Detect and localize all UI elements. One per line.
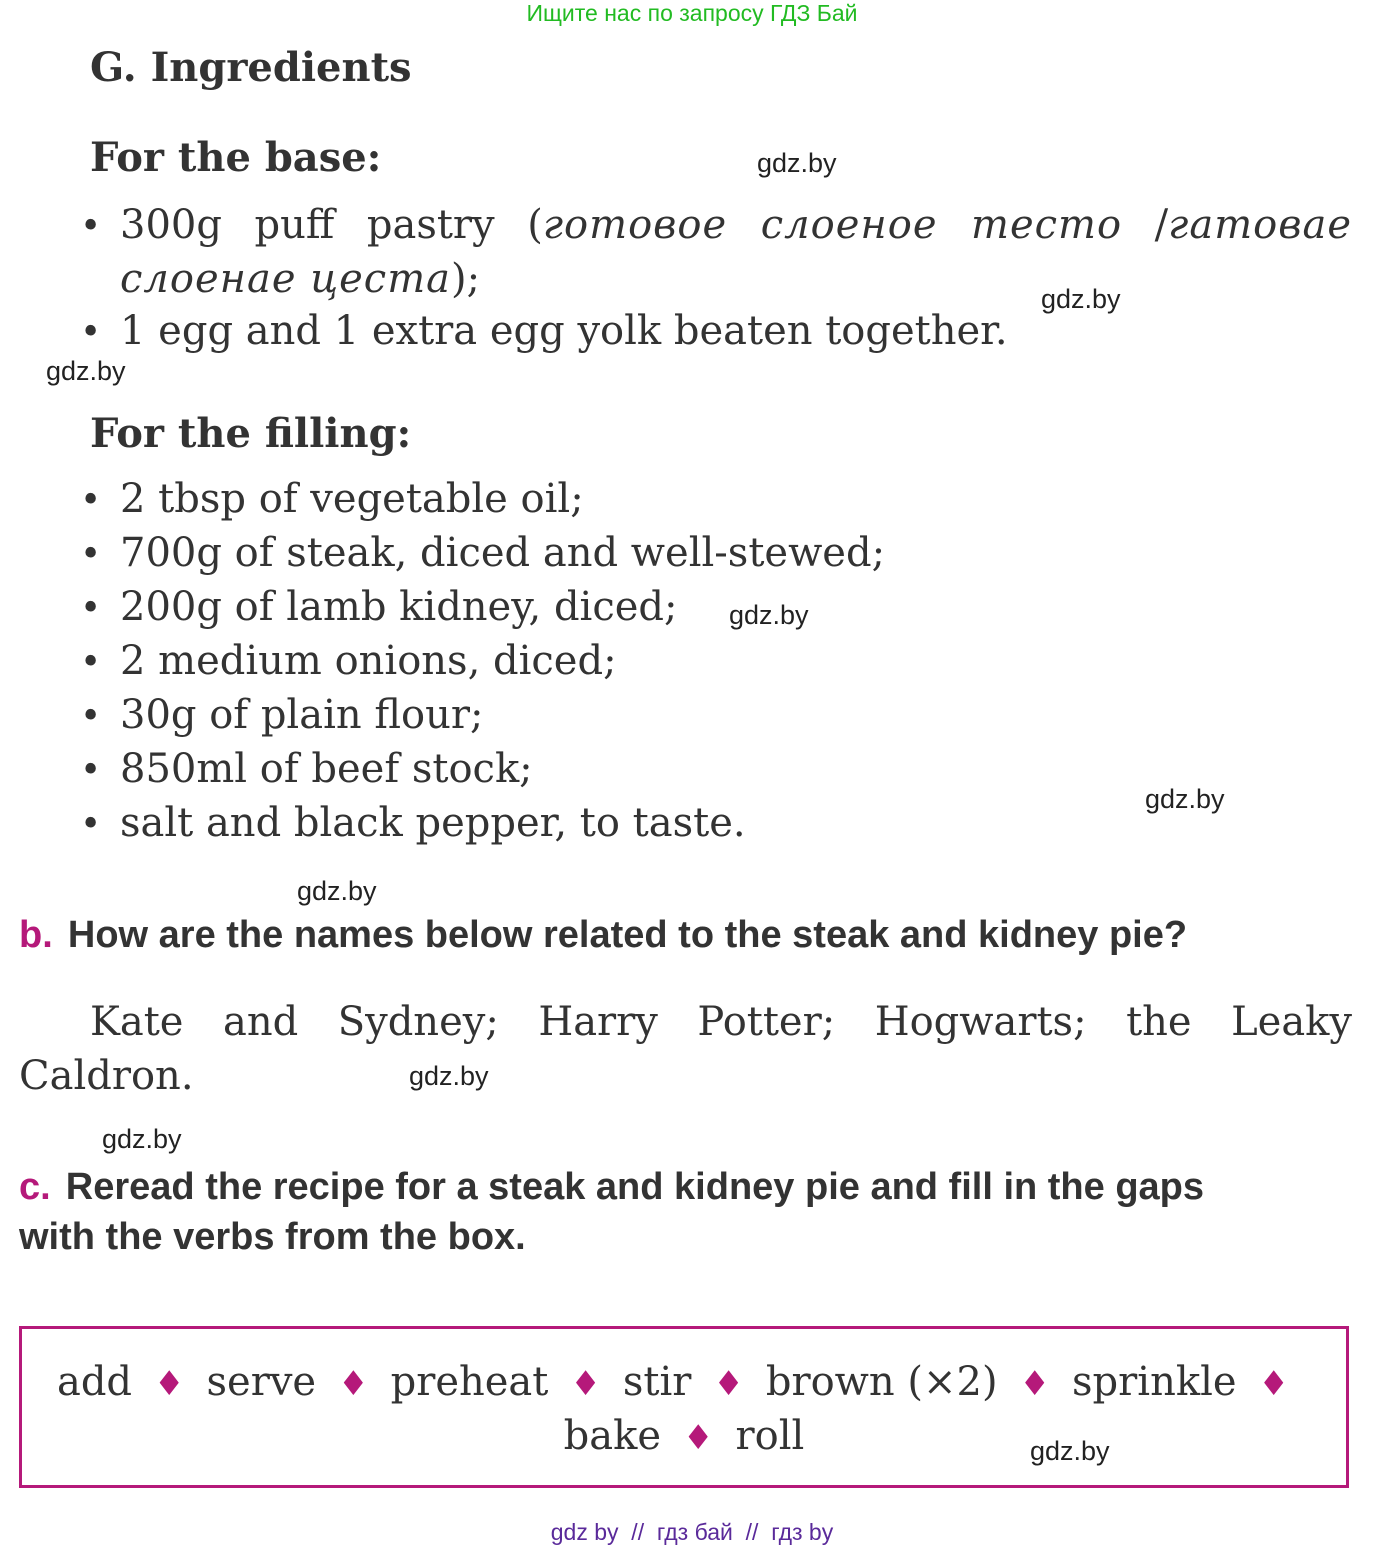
question-c-line-2: with the verbs from the box.: [19, 1216, 526, 1258]
word-serve: serve: [206, 1359, 317, 1405]
word-bake: bake: [563, 1413, 662, 1459]
word-brown: brown (×2): [765, 1359, 998, 1405]
watermark: gdz.by: [409, 1061, 489, 1091]
word-box-row-1: [22, 1359, 1346, 1405]
bullet-icon: •: [80, 588, 102, 629]
word-stir: stir: [622, 1359, 692, 1405]
filling-item: 2 medium onions, diced;: [120, 638, 617, 684]
watermark: gdz.by: [729, 600, 809, 630]
question-c: [19, 1166, 1204, 1209]
bullet-icon: •: [80, 750, 102, 791]
bullet-icon: •: [80, 480, 102, 521]
word-add: add: [56, 1359, 133, 1405]
word-roll: roll: [735, 1413, 805, 1459]
filling-item: 30g of plain flour;: [120, 692, 484, 738]
question-b-text: How are the names below related to the steak and kidney pie?: [67, 914, 1188, 956]
base-item-1-line-2: слоенае цеста);: [120, 256, 481, 302]
question-b-answer-line-2: Caldron.: [19, 1053, 194, 1099]
bullet-icon: •: [80, 804, 102, 845]
diamond-icon: ♦: [683, 1418, 714, 1458]
filling-item: 700g of steak, diced and well-stewed;: [120, 530, 886, 576]
section-title: G. Ingredients: [90, 44, 412, 91]
bullet-icon: •: [80, 534, 102, 575]
watermark: gdz.by: [1145, 784, 1225, 814]
diamond-icon: ♦: [570, 1364, 601, 1404]
diamond-icon: ♦: [713, 1364, 744, 1404]
question-c-line-1: Reread the recipe for a steak and kidney pie and fill in the gaps: [65, 1166, 1205, 1208]
bullet-icon: •: [80, 312, 102, 353]
word-box-row-2: [22, 1413, 1346, 1459]
diamond-icon: ♦: [1019, 1364, 1051, 1404]
top-banner[interactable]: Ищите нас по запросу ГДЗ Бай: [526, 0, 858, 26]
diamond-icon: ♦: [338, 1364, 369, 1404]
watermark: gdz.by: [1041, 284, 1121, 314]
word-preheat: preheat: [390, 1359, 549, 1405]
question-b-answer-line-1: Kate and Sydney; Harry Potter; Hogwarts; the Leaky: [90, 999, 1352, 1045]
watermark: gdz.by: [46, 356, 126, 386]
word-sprinkle: sprinkle: [1072, 1359, 1237, 1405]
filling-item: 850ml of beef stock;: [120, 746, 533, 792]
filling-item: salt and black pepper, to taste.: [120, 800, 746, 846]
base-item-2: 1 egg and 1 extra egg yolk beaten together.: [120, 308, 1008, 354]
watermark: gdz.by: [297, 876, 377, 906]
base-item-1-line-1: 300g puff pastry (готовое слоеное тесто /гатовае: [120, 202, 1353, 248]
footer[interactable]: gdz by // гдз бай // гдз by: [550, 1519, 834, 1545]
base-heading: For the base:: [90, 134, 382, 181]
watermark: gdz.by: [102, 1124, 182, 1154]
diamond-icon: ♦: [1258, 1364, 1290, 1404]
bullet-icon: •: [80, 642, 102, 683]
question-b: [19, 914, 1187, 957]
filling-heading: For the filling:: [90, 410, 412, 457]
question-c-label: c.: [19, 1166, 51, 1208]
watermark: gdz.by: [757, 148, 837, 178]
bullet-icon: •: [80, 206, 102, 247]
word-box: [19, 1326, 1349, 1488]
diamond-icon: ♦: [154, 1364, 185, 1404]
question-b-label: b.: [19, 914, 53, 956]
watermark: gdz.by: [1030, 1436, 1110, 1466]
filling-item: 2 tbsp of vegetable oil;: [120, 476, 584, 522]
filling-item: 200g of lamb kidney, diced;: [120, 584, 678, 630]
bullet-icon: •: [80, 696, 102, 737]
